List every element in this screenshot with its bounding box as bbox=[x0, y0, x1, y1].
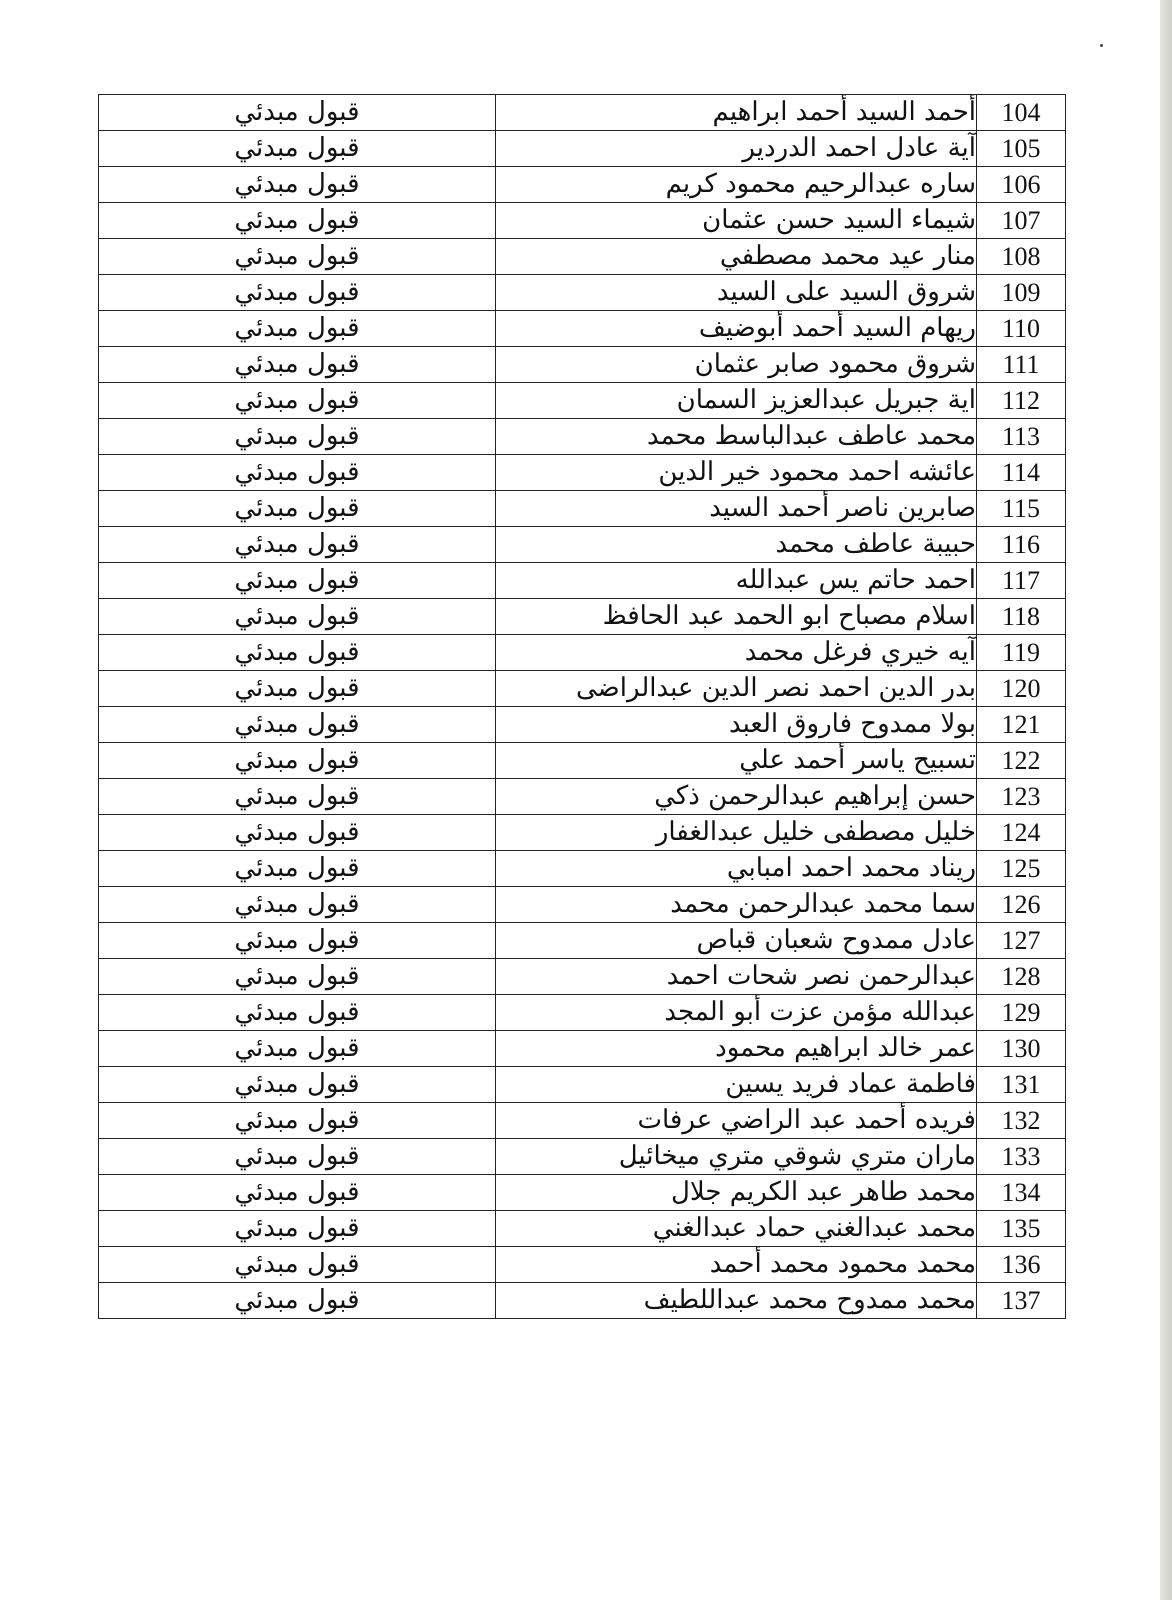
admission-status: قبول مبدئي bbox=[99, 383, 496, 419]
admission-status: قبول مبدئي bbox=[99, 347, 496, 383]
admission-status: قبول مبدئي bbox=[99, 419, 496, 455]
student-name: اية جبريل عبدالعزيز السمان bbox=[496, 383, 977, 419]
table-row bbox=[99, 707, 1066, 743]
admission-status: قبول مبدئي bbox=[99, 311, 496, 347]
table-row bbox=[99, 815, 1066, 851]
table-row bbox=[99, 851, 1066, 887]
student-name: ماران متري شوقي متري ميخائيل bbox=[496, 1139, 977, 1175]
student-name: محمد عبدالغني حماد عبدالغني bbox=[496, 1211, 977, 1247]
table-row bbox=[99, 455, 1066, 491]
table-row bbox=[99, 419, 1066, 455]
student-name: صابرين ناصر أحمد السيد bbox=[496, 491, 977, 527]
student-name: ساره عبدالرحيم محمود كريم bbox=[496, 167, 977, 203]
admission-status: قبول مبدئي bbox=[99, 851, 496, 887]
acceptance-table bbox=[98, 94, 1066, 1319]
row-number: 128 bbox=[977, 959, 1066, 995]
row-number: 127 bbox=[977, 923, 1066, 959]
row-number: 130 bbox=[977, 1031, 1066, 1067]
row-number: 134 bbox=[977, 1175, 1066, 1211]
row-number: 124 bbox=[977, 815, 1066, 851]
table-row bbox=[99, 1283, 1066, 1319]
student-name: حبيبة عاطف محمد bbox=[496, 527, 977, 563]
student-name: تسبيح ياسر أحمد علي bbox=[496, 743, 977, 779]
student-name: منار عيد محمد مصطفي bbox=[496, 239, 977, 275]
student-name: شروق محمود صابر عثمان bbox=[496, 347, 977, 383]
student-name: محمد محمود محمد أحمد bbox=[496, 1247, 977, 1283]
admission-status: قبول مبدئي bbox=[99, 887, 496, 923]
table-row bbox=[99, 239, 1066, 275]
table-row bbox=[99, 275, 1066, 311]
admission-status: قبول مبدئي bbox=[99, 1139, 496, 1175]
table-row bbox=[99, 383, 1066, 419]
table-row bbox=[99, 1103, 1066, 1139]
student-name: خليل مصطفى خليل عبدالغفار bbox=[496, 815, 977, 851]
admission-status: قبول مبدئي bbox=[99, 527, 496, 563]
row-number: 137 bbox=[977, 1283, 1066, 1319]
table-row bbox=[99, 167, 1066, 203]
row-number: 118 bbox=[977, 599, 1066, 635]
student-name: عبدالرحمن نصر شحات احمد bbox=[496, 959, 977, 995]
row-number: 133 bbox=[977, 1139, 1066, 1175]
row-number: 113 bbox=[977, 419, 1066, 455]
student-name: آيه خيري فرغل محمد bbox=[496, 635, 977, 671]
row-number: 135 bbox=[977, 1211, 1066, 1247]
row-number: 116 bbox=[977, 527, 1066, 563]
row-number: 120 bbox=[977, 671, 1066, 707]
row-number: 109 bbox=[977, 275, 1066, 311]
table-row bbox=[99, 1139, 1066, 1175]
table-row bbox=[99, 743, 1066, 779]
admission-status: قبول مبدئي bbox=[99, 923, 496, 959]
admission-status: قبول مبدئي bbox=[99, 1247, 496, 1283]
student-name: ريهام السيد أحمد أبوضيف bbox=[496, 311, 977, 347]
row-number: 108 bbox=[977, 239, 1066, 275]
table-row bbox=[99, 779, 1066, 815]
admission-status: قبول مبدئي bbox=[99, 455, 496, 491]
student-name: محمد طاهر عبد الكريم جلال bbox=[496, 1175, 977, 1211]
table-row bbox=[99, 1247, 1066, 1283]
admission-status: قبول مبدئي bbox=[99, 671, 496, 707]
table-row bbox=[99, 203, 1066, 239]
admission-status: قبول مبدئي bbox=[99, 599, 496, 635]
student-name: عائشه احمد محمود خير الدين bbox=[496, 455, 977, 491]
admission-status: قبول مبدئي bbox=[99, 707, 496, 743]
admission-status: قبول مبدئي bbox=[99, 1031, 496, 1067]
admission-status: قبول مبدئي bbox=[99, 1211, 496, 1247]
row-number: 132 bbox=[977, 1103, 1066, 1139]
table-row bbox=[99, 491, 1066, 527]
row-number: 125 bbox=[977, 851, 1066, 887]
row-number: 123 bbox=[977, 779, 1066, 815]
table-row bbox=[99, 1175, 1066, 1211]
student-name: شيماء السيد حسن عثمان bbox=[496, 203, 977, 239]
table-row bbox=[99, 131, 1066, 167]
student-name: عادل ممدوح شعبان قباص bbox=[496, 923, 977, 959]
admission-status: قبول مبدئي bbox=[99, 1283, 496, 1319]
row-number: 114 bbox=[977, 455, 1066, 491]
table-row bbox=[99, 1211, 1066, 1247]
table-row bbox=[99, 671, 1066, 707]
admission-status: قبول مبدئي bbox=[99, 491, 496, 527]
admission-status: قبول مبدئي bbox=[99, 1103, 496, 1139]
admission-status: قبول مبدئي bbox=[99, 131, 496, 167]
admission-status: قبول مبدئي bbox=[99, 743, 496, 779]
row-number: 119 bbox=[977, 635, 1066, 671]
admission-status: قبول مبدئي bbox=[99, 203, 496, 239]
student-name: سما محمد عبدالرحمن محمد bbox=[496, 887, 977, 923]
student-name: احمد حاتم يس عبدالله bbox=[496, 563, 977, 599]
student-name: فريده أحمد عبد الراضي عرفات bbox=[496, 1103, 977, 1139]
student-name: محمد ممدوح محمد عبداللطيف bbox=[496, 1283, 977, 1319]
admission-status: قبول مبدئي bbox=[99, 779, 496, 815]
student-name: أحمد السيد أحمد ابراهيم bbox=[496, 95, 977, 131]
row-number: 110 bbox=[977, 311, 1066, 347]
row-number: 121 bbox=[977, 707, 1066, 743]
table-row bbox=[99, 887, 1066, 923]
table-row bbox=[99, 995, 1066, 1031]
admission-status: قبول مبدئي bbox=[99, 959, 496, 995]
student-name: فاطمة عماد فريد يسين bbox=[496, 1067, 977, 1103]
acceptance-table-body bbox=[99, 95, 1066, 1319]
admission-status: قبول مبدئي bbox=[99, 563, 496, 599]
row-number: 111 bbox=[977, 347, 1066, 383]
row-number: 115 bbox=[977, 491, 1066, 527]
table-row bbox=[99, 563, 1066, 599]
table-row bbox=[99, 1031, 1066, 1067]
table-row bbox=[99, 923, 1066, 959]
student-name: شروق السيد على السيد bbox=[496, 275, 977, 311]
row-number: 106 bbox=[977, 167, 1066, 203]
paper-speck bbox=[1100, 44, 1103, 47]
student-name: حسن إبراهيم عبدالرحمن ذكي bbox=[496, 779, 977, 815]
student-name: اسلام مصباح ابو الحمد عبد الحافظ bbox=[496, 599, 977, 635]
row-number: 117 bbox=[977, 563, 1066, 599]
table-row bbox=[99, 599, 1066, 635]
student-name: آية عادل احمد الدردير bbox=[496, 131, 977, 167]
admission-status: قبول مبدئي bbox=[99, 995, 496, 1031]
admission-status: قبول مبدئي bbox=[99, 239, 496, 275]
student-name: عمر خالد ابراهيم محمود bbox=[496, 1031, 977, 1067]
row-number: 136 bbox=[977, 1247, 1066, 1283]
admission-status: قبول مبدئي bbox=[99, 167, 496, 203]
table-row bbox=[99, 95, 1066, 131]
admission-status: قبول مبدئي bbox=[99, 635, 496, 671]
table-row bbox=[99, 311, 1066, 347]
student-name: ريناد محمد احمد امبابي bbox=[496, 851, 977, 887]
row-number: 122 bbox=[977, 743, 1066, 779]
admission-status: قبول مبدئي bbox=[99, 1067, 496, 1103]
row-number: 129 bbox=[977, 995, 1066, 1031]
row-number: 105 bbox=[977, 131, 1066, 167]
table-row bbox=[99, 1067, 1066, 1103]
row-number: 107 bbox=[977, 203, 1066, 239]
admission-status: قبول مبدئي bbox=[99, 1175, 496, 1211]
student-name: عبدالله مؤمن عزت أبو المجد bbox=[496, 995, 977, 1031]
row-number: 126 bbox=[977, 887, 1066, 923]
table-row bbox=[99, 347, 1066, 383]
row-number: 104 bbox=[977, 95, 1066, 131]
page-edge-shadow bbox=[1160, 0, 1172, 1600]
admission-status: قبول مبدئي bbox=[99, 815, 496, 851]
row-number: 112 bbox=[977, 383, 1066, 419]
table-row bbox=[99, 635, 1066, 671]
student-name: بولا ممدوح فاروق العبد bbox=[496, 707, 977, 743]
student-name: بدر الدين احمد نصر الدين عبدالراضى bbox=[496, 671, 977, 707]
table-row bbox=[99, 527, 1066, 563]
row-number: 131 bbox=[977, 1067, 1066, 1103]
table-row bbox=[99, 959, 1066, 995]
student-name: محمد عاطف عبدالباسط محمد bbox=[496, 419, 977, 455]
admission-status: قبول مبدئي bbox=[99, 275, 496, 311]
admission-status: قبول مبدئي bbox=[99, 95, 496, 131]
